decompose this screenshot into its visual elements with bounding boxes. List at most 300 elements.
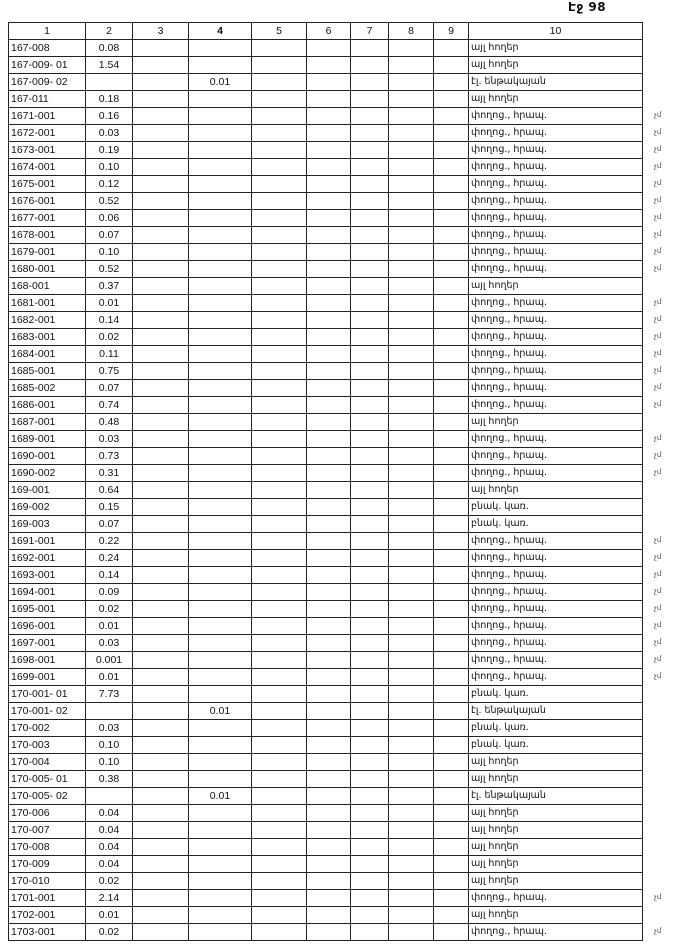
col5-cell bbox=[252, 74, 307, 91]
col7-cell bbox=[351, 108, 389, 125]
col3-cell bbox=[133, 261, 189, 278]
col3-cell bbox=[133, 142, 189, 159]
col8-cell bbox=[389, 924, 434, 941]
col6-cell bbox=[307, 516, 351, 533]
col7-cell bbox=[351, 890, 389, 907]
area-cell bbox=[86, 788, 133, 805]
col4-area-cell bbox=[189, 805, 252, 822]
table-row bbox=[9, 924, 643, 941]
col8-cell bbox=[389, 567, 434, 584]
table-row bbox=[9, 159, 643, 176]
table-row bbox=[9, 652, 643, 669]
col7-cell bbox=[351, 924, 389, 941]
area-cell: 0.18 bbox=[86, 91, 133, 108]
area-cell: 0.10 bbox=[86, 244, 133, 261]
land-use-cell: փողոց., հրապ. bbox=[469, 890, 643, 907]
col3-cell bbox=[133, 465, 189, 482]
margin-mark: չմ bbox=[654, 128, 662, 136]
col4-area-cell bbox=[189, 465, 252, 482]
col8-cell bbox=[389, 499, 434, 516]
col9-cell bbox=[434, 142, 469, 159]
parcel-id-cell: 170-001- 01 bbox=[9, 686, 86, 703]
margin-mark: չմ bbox=[654, 553, 662, 561]
col7-cell bbox=[351, 703, 389, 720]
col4-area-cell bbox=[189, 176, 252, 193]
land-use-cell: այլ հողեր bbox=[469, 856, 643, 873]
col6-cell bbox=[307, 414, 351, 431]
col5-cell bbox=[252, 142, 307, 159]
col4-area-cell bbox=[189, 329, 252, 346]
table-row bbox=[9, 805, 643, 822]
area-cell: 0.001 bbox=[86, 652, 133, 669]
col8-cell bbox=[389, 669, 434, 686]
col5-cell bbox=[252, 380, 307, 397]
col7-cell bbox=[351, 737, 389, 754]
col6-cell bbox=[307, 91, 351, 108]
margin-mark: չմ bbox=[654, 400, 662, 408]
col6-cell bbox=[307, 295, 351, 312]
area-cell: 0.02 bbox=[86, 924, 133, 941]
parcel-id-cell: 170-006 bbox=[9, 805, 86, 822]
col4-area-cell bbox=[189, 448, 252, 465]
land-use-cell: փողոց., հրապ. bbox=[469, 448, 643, 465]
parcel-id-cell: 1685-002 bbox=[9, 380, 86, 397]
col8-cell bbox=[389, 57, 434, 74]
col6-cell bbox=[307, 159, 351, 176]
col4-area-cell bbox=[189, 754, 252, 771]
land-use-cell: փողոց., հրապ. bbox=[469, 652, 643, 669]
col9-cell bbox=[434, 108, 469, 125]
land-use-cell: փողոց., հրապ. bbox=[469, 244, 643, 261]
margin-mark: չմ bbox=[654, 298, 662, 306]
col8-cell bbox=[389, 278, 434, 295]
col5-cell bbox=[252, 465, 307, 482]
col8-cell bbox=[389, 516, 434, 533]
col8-cell bbox=[389, 618, 434, 635]
table-row bbox=[9, 329, 643, 346]
col3-cell bbox=[133, 57, 189, 74]
margin-mark: չմ bbox=[654, 196, 662, 204]
parcel-id-cell: 167-008 bbox=[9, 40, 86, 57]
col4-area-cell bbox=[189, 873, 252, 890]
col4-area-cell bbox=[189, 550, 252, 567]
col9-cell bbox=[434, 57, 469, 74]
col7-cell bbox=[351, 210, 389, 227]
area-cell: 1.54 bbox=[86, 57, 133, 74]
parcel-id-cell: 167-011 bbox=[9, 91, 86, 108]
col6-cell bbox=[307, 329, 351, 346]
land-use-cell: այլ հողեր bbox=[469, 873, 643, 890]
land-use-cell: բնակ. կառ. bbox=[469, 737, 643, 754]
col5-cell bbox=[252, 227, 307, 244]
col6-cell bbox=[307, 125, 351, 142]
col3-cell bbox=[133, 108, 189, 125]
col6-cell bbox=[307, 720, 351, 737]
col7-cell bbox=[351, 822, 389, 839]
land-use-cell: փողոց., հրապ. bbox=[469, 584, 643, 601]
col8-cell bbox=[389, 159, 434, 176]
margin-mark: չմ bbox=[654, 638, 662, 646]
land-use-cell: փողոց., հրապ. bbox=[469, 533, 643, 550]
area-cell: 0.06 bbox=[86, 210, 133, 227]
col6-cell bbox=[307, 771, 351, 788]
table-row bbox=[9, 210, 643, 227]
area-cell: 0.07 bbox=[86, 227, 133, 244]
area-cell: 0.09 bbox=[86, 584, 133, 601]
area-cell: 0.19 bbox=[86, 142, 133, 159]
col3-cell bbox=[133, 533, 189, 550]
col6-cell bbox=[307, 788, 351, 805]
col3-cell bbox=[133, 431, 189, 448]
col7-cell bbox=[351, 771, 389, 788]
header-row bbox=[9, 23, 643, 40]
col5-cell bbox=[252, 210, 307, 227]
col9-cell bbox=[434, 771, 469, 788]
col6-cell bbox=[307, 856, 351, 873]
col9-cell bbox=[434, 91, 469, 108]
col4-area-cell bbox=[189, 686, 252, 703]
col3-cell bbox=[133, 873, 189, 890]
land-use-cell: փողոց., հրապ. bbox=[469, 380, 643, 397]
table-row bbox=[9, 295, 643, 312]
col7-cell bbox=[351, 414, 389, 431]
col6-cell bbox=[307, 839, 351, 856]
col7-cell bbox=[351, 159, 389, 176]
col5-cell bbox=[252, 448, 307, 465]
col9-cell bbox=[434, 873, 469, 890]
margin-mark: չմ bbox=[654, 264, 662, 272]
col4-area-cell bbox=[189, 40, 252, 57]
col7-cell bbox=[351, 720, 389, 737]
col9-cell bbox=[434, 839, 469, 856]
table-row bbox=[9, 669, 643, 686]
col9-cell bbox=[434, 618, 469, 635]
col8-cell bbox=[389, 363, 434, 380]
col9-cell bbox=[434, 499, 469, 516]
parcel-id-cell: 170-008 bbox=[9, 839, 86, 856]
parcel-id-cell: 170-005- 02 bbox=[9, 788, 86, 805]
col7-cell bbox=[351, 227, 389, 244]
col5-cell bbox=[252, 805, 307, 822]
col6-cell bbox=[307, 601, 351, 618]
col4-area-cell bbox=[189, 193, 252, 210]
table-row bbox=[9, 686, 643, 703]
col6-cell bbox=[307, 431, 351, 448]
col6-cell bbox=[307, 380, 351, 397]
col5-cell bbox=[252, 278, 307, 295]
col3-cell bbox=[133, 669, 189, 686]
col5-cell bbox=[252, 550, 307, 567]
land-use-cell: այլ հողեր bbox=[469, 91, 643, 108]
col3-cell bbox=[133, 652, 189, 669]
margin-mark: չմ bbox=[654, 587, 662, 595]
parcel-id-cell: 1702-001 bbox=[9, 907, 86, 924]
table-row bbox=[9, 142, 643, 159]
col6-cell bbox=[307, 703, 351, 720]
table-row bbox=[9, 227, 643, 244]
parcel-id-cell: 167-009- 01 bbox=[9, 57, 86, 74]
parcel-id-cell: 1689-001 bbox=[9, 431, 86, 448]
table-row bbox=[9, 550, 643, 567]
col3-cell bbox=[133, 550, 189, 567]
area-cell: 0.03 bbox=[86, 431, 133, 448]
col4-area-cell bbox=[189, 244, 252, 261]
area-cell: 0.37 bbox=[86, 278, 133, 295]
col9-cell bbox=[434, 210, 469, 227]
col8-cell bbox=[389, 176, 434, 193]
parcel-id-cell: 1697-001 bbox=[9, 635, 86, 652]
table-row bbox=[9, 346, 643, 363]
land-use-cell: փողոց., հրապ. bbox=[469, 125, 643, 142]
margin-mark: չմ bbox=[654, 349, 662, 357]
land-use-cell: այլ հողեր bbox=[469, 40, 643, 57]
col7-cell bbox=[351, 533, 389, 550]
col6-cell bbox=[307, 108, 351, 125]
col5-cell bbox=[252, 873, 307, 890]
col7-cell bbox=[351, 550, 389, 567]
parcel-id-cell: 1682-001 bbox=[9, 312, 86, 329]
col9-cell bbox=[434, 431, 469, 448]
col9-cell bbox=[434, 74, 469, 91]
parcel-id-cell: 1696-001 bbox=[9, 618, 86, 635]
table-row bbox=[9, 74, 643, 91]
column-header-7: 7 bbox=[351, 23, 389, 40]
col5-cell bbox=[252, 924, 307, 941]
col6-cell bbox=[307, 74, 351, 91]
col3-cell bbox=[133, 312, 189, 329]
area-cell: 0.10 bbox=[86, 737, 133, 754]
col5-cell bbox=[252, 788, 307, 805]
col9-cell bbox=[434, 737, 469, 754]
col7-cell bbox=[351, 669, 389, 686]
col4-area-cell bbox=[189, 533, 252, 550]
land-use-cell: փողոց., հրապ. bbox=[469, 159, 643, 176]
parcel-id-cell: 170-003 bbox=[9, 737, 86, 754]
col9-cell bbox=[434, 448, 469, 465]
land-use-cell: փողոց., հրապ. bbox=[469, 210, 643, 227]
land-use-cell: այլ հողեր bbox=[469, 907, 643, 924]
land-use-cell: այլ հողեր bbox=[469, 771, 643, 788]
col7-cell bbox=[351, 397, 389, 414]
col7-cell bbox=[351, 125, 389, 142]
land-use-cell: այլ հողեր bbox=[469, 839, 643, 856]
parcel-id-cell: 1699-001 bbox=[9, 669, 86, 686]
col4-area-cell bbox=[189, 924, 252, 941]
col6-cell bbox=[307, 465, 351, 482]
col5-cell bbox=[252, 176, 307, 193]
col8-cell bbox=[389, 193, 434, 210]
column-header-3: 3 bbox=[133, 23, 189, 40]
page-number-label: Էջ 98 bbox=[568, 0, 607, 14]
col3-cell bbox=[133, 584, 189, 601]
col7-cell bbox=[351, 856, 389, 873]
parcel-id-cell: 1675-001 bbox=[9, 176, 86, 193]
col7-cell bbox=[351, 346, 389, 363]
margin-mark: չմ bbox=[654, 383, 662, 391]
land-use-cell: փողոց., հրապ. bbox=[469, 601, 643, 618]
col3-cell bbox=[133, 567, 189, 584]
table-row bbox=[9, 584, 643, 601]
col5-cell bbox=[252, 57, 307, 74]
col3-cell bbox=[133, 193, 189, 210]
col5-cell bbox=[252, 346, 307, 363]
col5-cell bbox=[252, 193, 307, 210]
table-row bbox=[9, 839, 643, 856]
parcel-id-cell: 169-003 bbox=[9, 516, 86, 533]
column-header-1: 1 bbox=[9, 23, 86, 40]
table-row bbox=[9, 737, 643, 754]
column-header-4: 4 bbox=[189, 23, 252, 40]
parcel-id-cell: 1679-001 bbox=[9, 244, 86, 261]
col4-area-cell bbox=[189, 635, 252, 652]
col7-cell bbox=[351, 91, 389, 108]
col8-cell bbox=[389, 431, 434, 448]
parcel-id-cell: 1674-001 bbox=[9, 159, 86, 176]
col4-area-cell bbox=[189, 91, 252, 108]
col8-cell bbox=[389, 601, 434, 618]
col4-area-cell bbox=[189, 652, 252, 669]
col4-area-cell bbox=[189, 108, 252, 125]
land-use-cell: փողոց., հրապ. bbox=[469, 227, 643, 244]
col8-cell bbox=[389, 108, 434, 125]
parcel-id-cell: 167-009- 02 bbox=[9, 74, 86, 91]
col4-area-cell bbox=[189, 822, 252, 839]
table-row bbox=[9, 516, 643, 533]
col7-cell bbox=[351, 567, 389, 584]
col5-cell bbox=[252, 635, 307, 652]
land-use-cell: փողոց., հրապ. bbox=[469, 176, 643, 193]
col3-cell bbox=[133, 125, 189, 142]
col8-cell bbox=[389, 261, 434, 278]
col5-cell bbox=[252, 754, 307, 771]
col8-cell bbox=[389, 227, 434, 244]
col5-cell bbox=[252, 890, 307, 907]
col6-cell bbox=[307, 448, 351, 465]
col6-cell bbox=[307, 618, 351, 635]
col7-cell bbox=[351, 295, 389, 312]
column-header-5: 5 bbox=[252, 23, 307, 40]
land-use-cell: փողոց., հրապ. bbox=[469, 193, 643, 210]
col9-cell bbox=[434, 686, 469, 703]
col5-cell bbox=[252, 771, 307, 788]
col3-cell bbox=[133, 176, 189, 193]
parcel-id-cell: 169-002 bbox=[9, 499, 86, 516]
col9-cell bbox=[434, 176, 469, 193]
margin-mark: չմ bbox=[654, 536, 662, 544]
col5-cell bbox=[252, 295, 307, 312]
col5-cell bbox=[252, 720, 307, 737]
parcel-id-cell: 170-004 bbox=[9, 754, 86, 771]
col6-cell bbox=[307, 652, 351, 669]
land-use-cell: բնակ. կառ. bbox=[469, 516, 643, 533]
table-row bbox=[9, 788, 643, 805]
col7-cell bbox=[351, 193, 389, 210]
table-row bbox=[9, 720, 643, 737]
col8-cell bbox=[389, 346, 434, 363]
col8-cell bbox=[389, 686, 434, 703]
land-use-cell: փողոց., հրապ. bbox=[469, 465, 643, 482]
area-cell: 0.52 bbox=[86, 193, 133, 210]
col9-cell bbox=[434, 278, 469, 295]
col4-area-cell bbox=[189, 380, 252, 397]
area-cell: 0.64 bbox=[86, 482, 133, 499]
col8-cell bbox=[389, 703, 434, 720]
area-cell: 0.04 bbox=[86, 822, 133, 839]
col3-cell bbox=[133, 618, 189, 635]
col6-cell bbox=[307, 482, 351, 499]
col4-area-cell bbox=[189, 295, 252, 312]
col7-cell bbox=[351, 380, 389, 397]
col6-cell bbox=[307, 346, 351, 363]
col7-cell bbox=[351, 142, 389, 159]
col9-cell bbox=[434, 550, 469, 567]
table-row bbox=[9, 907, 643, 924]
col8-cell bbox=[389, 244, 434, 261]
col9-cell bbox=[434, 890, 469, 907]
col8-cell bbox=[389, 533, 434, 550]
col5-cell bbox=[252, 856, 307, 873]
col6-cell bbox=[307, 176, 351, 193]
col9-cell bbox=[434, 193, 469, 210]
table-row bbox=[9, 822, 643, 839]
table-row bbox=[9, 618, 643, 635]
col5-cell bbox=[252, 482, 307, 499]
col4-area-cell: 0.01 bbox=[189, 703, 252, 720]
column-header-2: 2 bbox=[86, 23, 133, 40]
margin-mark: չմ bbox=[654, 179, 662, 187]
col3-cell bbox=[133, 227, 189, 244]
area-cell: 0.12 bbox=[86, 176, 133, 193]
col4-area-cell bbox=[189, 839, 252, 856]
table-row bbox=[9, 465, 643, 482]
col7-cell bbox=[351, 57, 389, 74]
col8-cell bbox=[389, 771, 434, 788]
parcel-id-cell: 170-001- 02 bbox=[9, 703, 86, 720]
col9-cell bbox=[434, 533, 469, 550]
land-use-cell: փողոց., հրապ. bbox=[469, 363, 643, 380]
area-cell: 7.73 bbox=[86, 686, 133, 703]
area-cell: 0.73 bbox=[86, 448, 133, 465]
area-cell bbox=[86, 703, 133, 720]
area-cell: 0.22 bbox=[86, 533, 133, 550]
column-header-10: 10 bbox=[469, 23, 643, 40]
col8-cell bbox=[389, 91, 434, 108]
col7-cell bbox=[351, 261, 389, 278]
col3-cell bbox=[133, 856, 189, 873]
col4-area-cell bbox=[189, 618, 252, 635]
parcel-id-cell: 1677-001 bbox=[9, 210, 86, 227]
land-use-cell: փողոց., հրապ. bbox=[469, 924, 643, 941]
col3-cell bbox=[133, 278, 189, 295]
table-row bbox=[9, 754, 643, 771]
col9-cell bbox=[434, 159, 469, 176]
col6-cell bbox=[307, 737, 351, 754]
margin-mark: չմ bbox=[654, 332, 662, 340]
col5-cell bbox=[252, 686, 307, 703]
col6-cell bbox=[307, 210, 351, 227]
area-cell: 0.08 bbox=[86, 40, 133, 57]
col8-cell bbox=[389, 329, 434, 346]
area-cell: 0.24 bbox=[86, 550, 133, 567]
col3-cell bbox=[133, 363, 189, 380]
table-row bbox=[9, 91, 643, 108]
land-use-cell: այլ հողեր bbox=[469, 805, 643, 822]
col3-cell bbox=[133, 907, 189, 924]
col5-cell bbox=[252, 261, 307, 278]
table-row bbox=[9, 635, 643, 652]
col3-cell bbox=[133, 159, 189, 176]
table-row bbox=[9, 363, 643, 380]
